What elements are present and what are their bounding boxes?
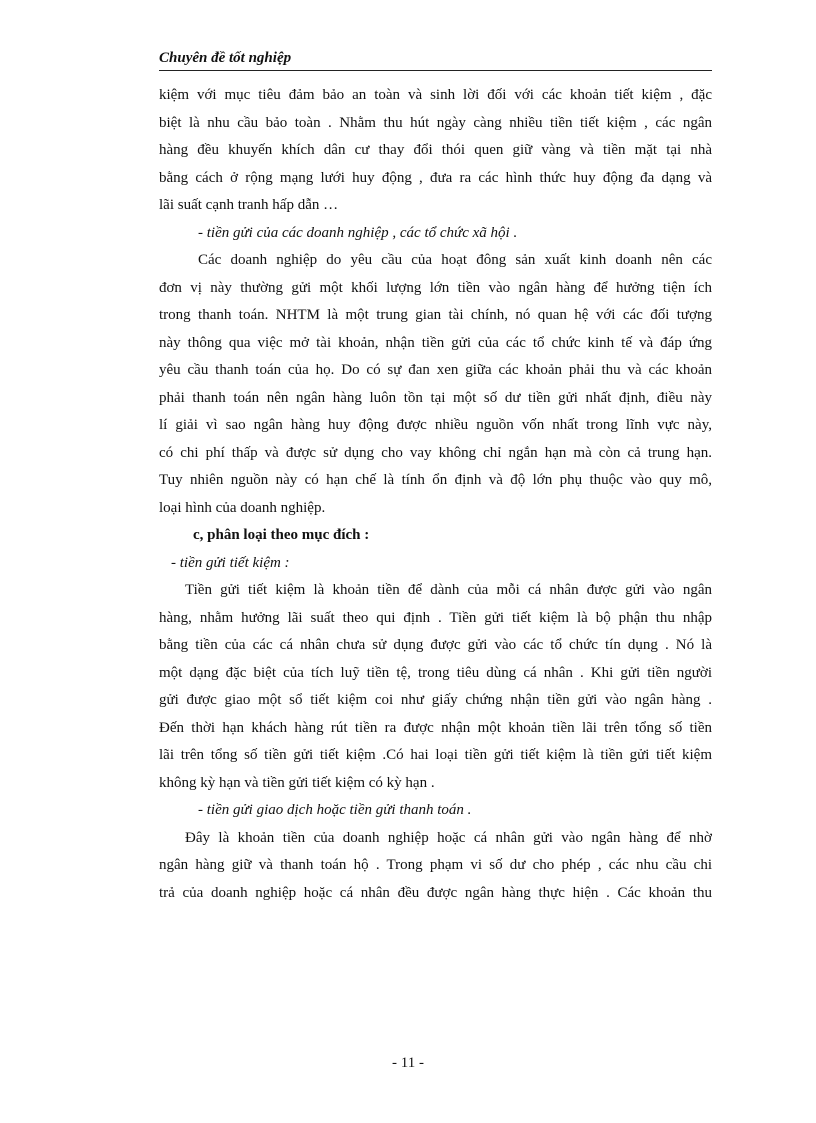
section-heading: c, phân loại theo mục đích : — [193, 527, 370, 543]
text-line: trong thanh toán. NHTM là một trung gian tài chính, nó quan hệ với các đối tượng — [159, 307, 712, 323]
text-line: một dạng đặc biệt của tích luỹ tiền tệ, trong tiêu dùng cá nhân . Khi gửi tiền người — [159, 664, 712, 681]
text-line: bằng tiền của các cá nhân chưa sử dụng được gửi vào các tổ chức tín dụng . Nó là — [159, 637, 712, 653]
text-line: Các doanh nghiệp do yêu cầu của hoạt đông sản xuất kinh doanh nên các — [198, 252, 712, 268]
page-header — [159, 50, 712, 72]
text-line: trả của doanh nghiệp hoặc cá nhân đều được ngân hàng thực hiện . Các khoản thu — [159, 884, 712, 901]
text-line: lí giải vì sao ngân hàng huy động được nhiều nguồn vốn nhất trong lĩnh vực này, — [159, 417, 712, 433]
text-line: yêu cầu thanh toán của họ. Do có sự đan xen giữa các khoản phải thu và các khoản — [159, 362, 712, 378]
subheading-enterprise-deposits: - tiền gửi của các doanh nghiệp , các tổ chức xã hội . — [198, 224, 518, 241]
body-text — [159, 82, 712, 907]
text-line: hàng, nhằm hưởng lãi suất theo qui định . Tiền gửi tiết kiệm là bộ phận thu nhập — [159, 609, 712, 626]
header-rule — [159, 70, 712, 71]
subheading-savings-deposits: - tiền gửi tiết kiệm : — [171, 554, 290, 571]
text-line: loại hình của doanh nghiệp. — [159, 499, 326, 516]
text-line: lãi suất cạnh tranh hấp dẫn … — [159, 197, 339, 213]
text-line: bằng cách ở rộng mạng lưới huy động , đưa ra các hình thức huy động đa dạng và — [159, 169, 712, 186]
text-line: không kỳ hạn và tiền gửi tiết kiệm có kỳ hạn . — [159, 774, 435, 791]
text-line: có chi phí thấp và được sử dụng cho vay không chỉ ngắn hạn mà còn cả trung hạn. — [159, 444, 712, 461]
text-line: Đây là khoản tiền của doanh nghiệp hoặc cá nhân gửi vào ngân hàng để nhờ — [185, 829, 712, 846]
text-line: kiệm với mục tiêu đảm bảo an toàn và sinh lời đối với các khoản tiết kiệm , đặc — [159, 87, 712, 103]
subheading-transaction-deposits: - tiền gửi giao dịch hoặc tiền gửi thanh toán . — [198, 802, 472, 818]
text-line: này thông qua việc mở tài khoản, nhận tiền gửi của các tổ chức kinh tế và đáp ứng — [159, 334, 712, 351]
text-line: lãi trên tổng số tiền gửi tiết kiệm .Có hai loại tiền gửi tiết kiệm là tiền gửi tiết kiệm — [159, 747, 712, 763]
text-line: phải thanh toán nên ngân hàng luôn tồn tại một số dư tiền gửi nhất định, điều này — [159, 389, 712, 406]
text-line: hàng đều khuyến khích dân cư thay đổi thói quen giữ vàng và tiền mặt tại nhà — [159, 142, 712, 158]
header-title: Chuyên đề tốt nghiệp — [159, 50, 292, 66]
text-line: Tuy nhiên nguồn này có hạn chế là tính ổn định và độ lớn phụ thuộc vào quy mô, — [159, 472, 712, 488]
text-line: đơn vị này thường gửi một khối lượng lớn tiền vào ngân hàng để hưởng tiện ích — [159, 279, 712, 296]
text-line: Tiền gửi tiết kiệm là khoản tiền để dành của mỗi cá nhân được gửi vào ngân — [185, 582, 712, 598]
text-line: biệt là nhu cầu bảo toàn . Nhằm thu hút ngày càng nhiều tiền tiết kiệm , các ngân — [159, 114, 712, 131]
text-line: Đến thời hạn khách hàng rút tiền ra được nhận một khoản tiền lãi trên tổng số tiền — [159, 719, 712, 736]
page-number: - 11 - — [392, 1055, 424, 1071]
text-line: gửi được giao một sổ tiết kiệm coi như giấy chứng nhận tiền gửi vào ngân hàng . — [159, 692, 712, 708]
text-line: ngân hàng giữ và thanh toán hộ . Trong phạm vi số dư cho phép , các nhu cầu chi — [159, 857, 712, 873]
